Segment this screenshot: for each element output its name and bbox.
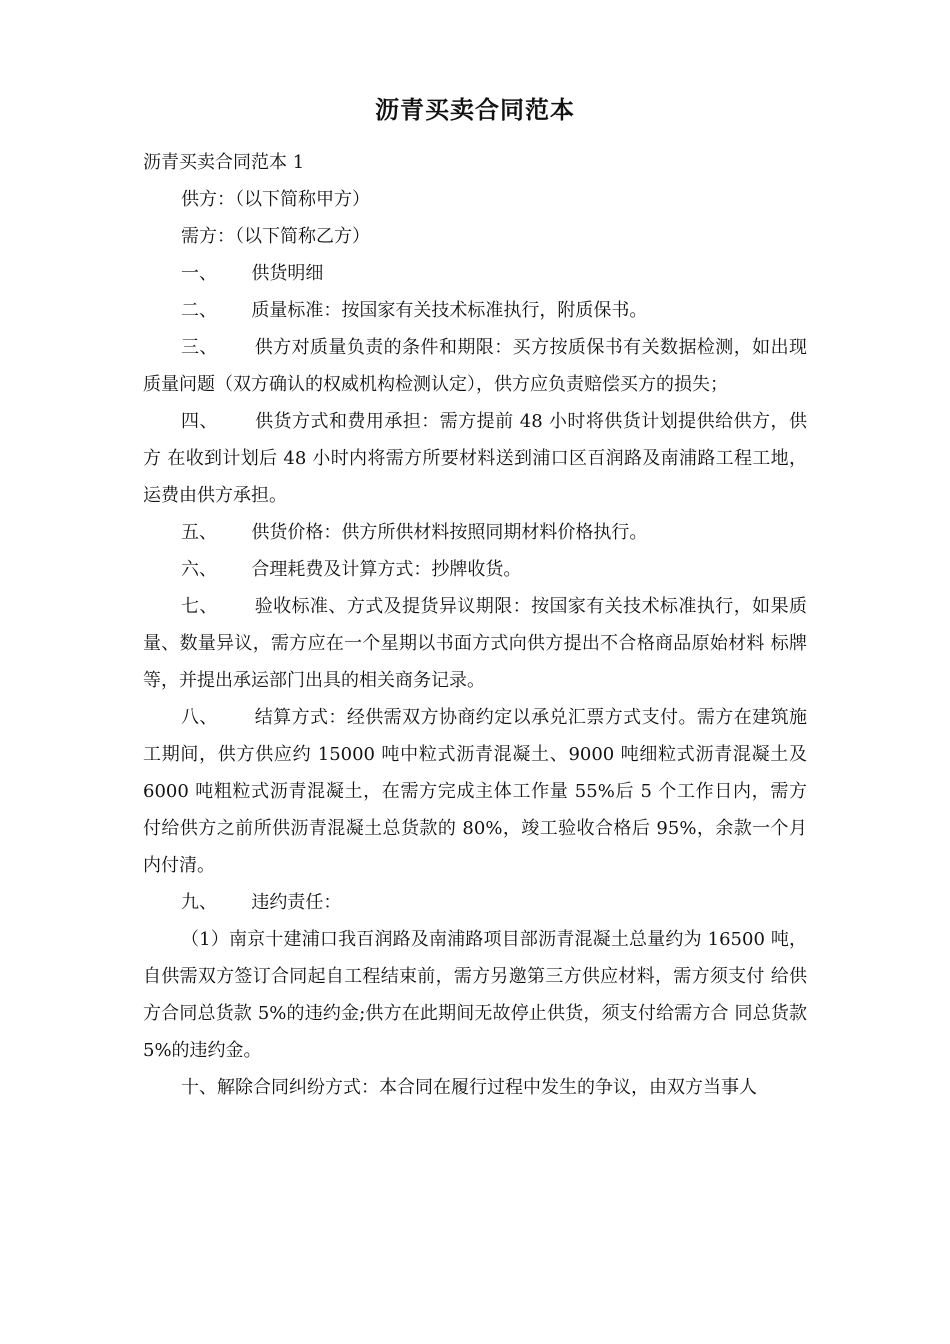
clause-2-paragraph: 二、 质量标准：按国家有关技术标准执行，附质保书。 [181,300,648,321]
subtitle-paragraph: 沥青买卖合同范本 1 [143,152,305,173]
document-body [143,144,813,1106]
document-title: 沥青买卖合同范本 [375,96,575,124]
supplier-paragraph: 供方：（以下简称甲方） [181,189,370,210]
clause-8-paragraph: 八、 结算方式：经供需双方协商约定以承兑汇票方式支付。需方在建筑施 工期间，供方供应约 15000 吨中粒式沥青混凝土、9000 吨细粒式沥青混凝土及 6000 吨粗粒式沥青混凝土，在需方完成主体工作量 55%后 5 个工作日内，需方 付给供方之前所供沥青混凝土总货款的 80%，竣工验收合格后 95%，余款一个月 内付清。 [143,707,813,876]
clause-4-paragraph: 四、 供货方式和费用承担：需方提前 48 小时将供货计划提供给供方，供方 在收到计划后 48 小时内将需方所要材料送到浦口区百润路及南浦路工程工地， 运费由供方承担。 [143,411,813,506]
buyer-paragraph: 需方：（以下简称乙方） [181,226,370,247]
clause-5-paragraph: 五、 供货价格：供方所供材料按照同期材料价格执行。 [181,522,648,543]
clause-3-paragraph: 三、 供方对质量负责的条件和期限：买方按质保书有关数据检测，如出现 质量问题（双方确认的权威机构检测认定），供方应负责赔偿买方的损失； [143,337,813,395]
clause-1-paragraph: 一、 供货明细 [181,263,324,284]
clause-6-paragraph: 六、 合理耗费及计算方式：抄牌收货。 [181,559,522,580]
clause-7-paragraph: 七、 验收标准、方式及提货异议期限：按国家有关技术标准执行，如果质 量、数量异议，需方应在一个星期以书面方式向供方提出不合格商品原始材料 标牌等，并提出承运部门出具的相关商务记录。 [143,596,813,691]
clause-9-item-1-paragraph: （1）南京十建浦口我百润路及南浦路项目部沥青混凝土总量约为 16500 吨， 自供需双方签订合同起自工程结束前，需方另邀第三方供应材料，需方须支付 给供方合同总货款 5%的违约金;供方在此期间无故停止供货，须支付给需方合 同总货款 5%的违约金。 [143,929,813,1061]
clause-9-paragraph: 九、 违约责任： [181,892,342,913]
clause-10-paragraph: 十、解除合同纠纷方式：本合同在履行过程中发生的争议，由双方当事人 [181,1077,757,1098]
